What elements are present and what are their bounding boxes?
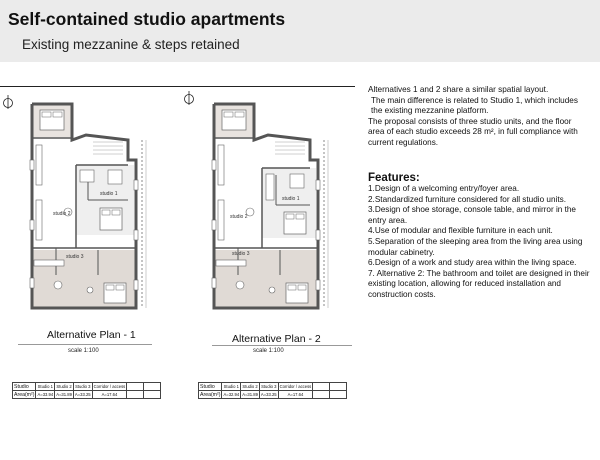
header-band: [0, 0, 600, 62]
table-cell: A=33.25: [74, 392, 91, 397]
table-cell: [330, 383, 347, 391]
table-cell: [330, 391, 347, 399]
intro-paragraph: Alternatives 1 and 2 share a similar spatial layout.: [368, 85, 549, 94]
feature-item: 4.Use of modular and flexible furniture in each unit.: [368, 226, 553, 236]
feature-item: 3.Design of shoe storage, console table, and mirror in the entry area.: [368, 205, 576, 225]
caption-underline: [18, 344, 152, 345]
caption-underline: [212, 345, 352, 346]
floor-plan-1: [28, 100, 158, 315]
room-label: studio 3: [232, 251, 250, 257]
table-cell: Studio 2: [242, 384, 258, 389]
intro-paragraph: The main difference is related to Studio 1, which includes the existing mezzanine platform.: [371, 95, 578, 116]
room-label: studio 3: [66, 254, 84, 260]
table-cell: Studio 2: [56, 384, 72, 389]
table-cell: Studio 1: [37, 384, 54, 389]
table-cell: Studio: [199, 383, 222, 391]
table-cell: Studio 3: [75, 384, 91, 389]
table-cell: [144, 383, 161, 391]
north-arrow-icon: [2, 94, 14, 110]
table-cell: A=31.89: [56, 392, 72, 397]
north-arrow-icon: [183, 90, 195, 106]
top-rule: [0, 86, 355, 87]
table-cell: Studio 3: [261, 384, 277, 389]
plan-caption-1: Alternative Plan - 1: [47, 329, 136, 341]
floor-plan-2: [210, 100, 340, 315]
table-cell: A=32.94: [223, 392, 240, 397]
feature-item: 1.Design of a welcoming entry/foyer area.: [368, 184, 520, 193]
table-cell: A=17.64: [278, 391, 313, 399]
table-cell: [144, 391, 161, 399]
room-label: studio 2: [230, 214, 248, 220]
room-label: studio 1: [100, 191, 118, 197]
page-title: Self-contained studio apartments: [8, 9, 286, 29]
scale-label-1: scale 1:100: [68, 348, 99, 354]
table-cell: Area(m²): [14, 391, 35, 398]
area-table-1: [12, 382, 161, 399]
table-cell: Corridor / access: [279, 384, 312, 389]
table-cell: Studio 1: [223, 384, 240, 389]
table-cell: A=33.94: [37, 392, 54, 397]
table-cell: A=31.89: [242, 392, 258, 397]
table-cell: [127, 391, 144, 399]
table-cell: Studio: [13, 383, 36, 391]
intro-paragraph: The proposal consists of three studio units, and the floor area of each studio exceeds 28 m², in full compliance with current regulations.: [368, 116, 578, 147]
table-cell: Corridor / access: [93, 384, 126, 389]
scale-label-2: scale 1:100: [253, 348, 284, 354]
feature-item: 7. Alternative 2: The bathroom and toilet are designed in their existing location, allowing for reduced installation and construction costs.: [368, 268, 590, 299]
table-cell: Area(m²): [200, 391, 221, 398]
features-list: [368, 184, 590, 301]
table-cell: A=33.25: [260, 392, 277, 397]
feature-item: 2.Standardized furniture considered for all studio units.: [368, 194, 566, 204]
intro-text: [368, 85, 590, 149]
room-label: studio 1: [282, 196, 300, 202]
table-cell: A=17.64: [92, 391, 127, 399]
room-label: studio 2: [53, 211, 71, 217]
area-table-2: [198, 382, 347, 399]
feature-item: 6.Design of a work and study area within the living space.: [368, 258, 577, 268]
plan-caption-2: Alternative Plan - 2: [232, 333, 321, 345]
table-cell: [313, 383, 330, 391]
table-cell: [127, 383, 144, 391]
table-cell: [313, 391, 330, 399]
features-heading: Features:: [368, 172, 420, 184]
feature-item: 5.Separation of the sleeping area from the living area using modular cabinetry.: [368, 236, 583, 257]
page-subtitle: Existing mezzanine & steps retained: [22, 37, 240, 52]
